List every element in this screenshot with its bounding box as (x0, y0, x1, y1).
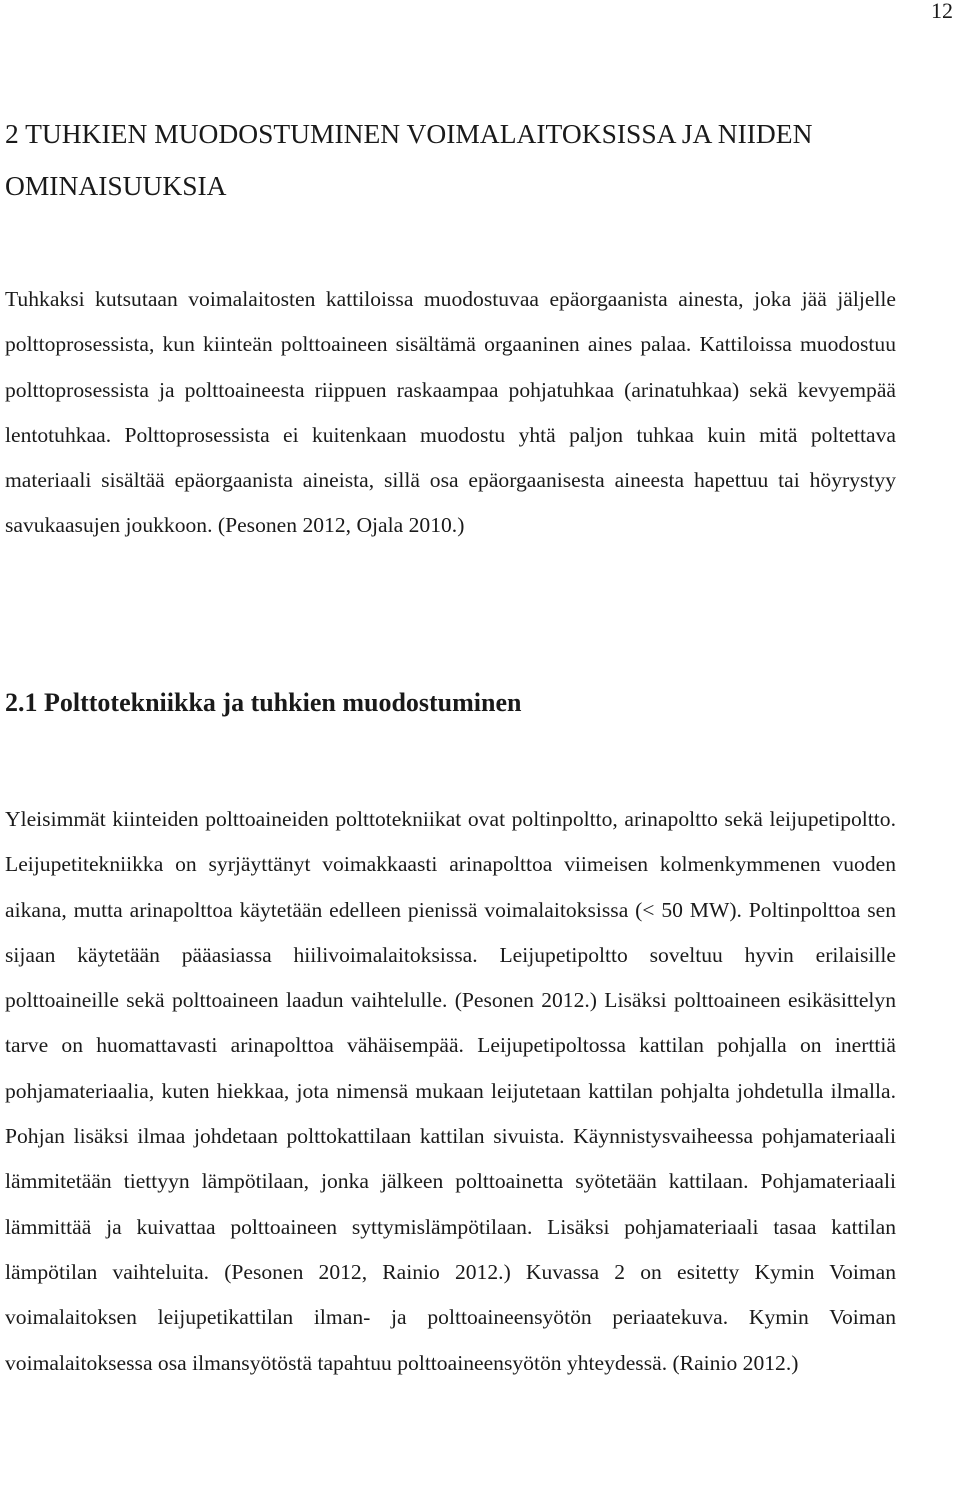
section-title: 2.1 Polttotekniikka ja tuhkien muodostuminen (5, 688, 522, 717)
chapter-title: 2 TUHKIEN MUODOSTUMINEN VOIMALAITOKSISSA JA NIIDEN OMINAISUUKSIA (5, 118, 813, 201)
intro-paragraph: Tuhkaksi kutsutaan voimalaitosten kattiloissa muodostuvaa epäorgaanista ainesta, joka jää jäljelle polttoprosessista, kun kiinteän polttoaineen sisältämä orgaaninen aines palaa. Kattiloissa muodostuu polttoprosessista ja polttoaineesta riippuen raskaampaa pohjatuhkaa (arinatuhkaa) sekä kevyempää lentotuhkaa. Polttoprosessista ei kuitenkaan muodostu yhtä paljon tuhkaa kuin mitä poltettava materiaali sisältää epäorgaanista aineista, sillä osa epäorgaanisesta aineesta hapettuu tai höyrystyy savukaasujen joukkoon. (Pesonen 2012, Ojala 2010.) (5, 287, 896, 538)
section-body-paragraph: Yleisimmät kiinteiden polttoaineiden polttotekniikat ovat poltinpoltto, arinapoltto sekä leijupetipoltto. Leijupetitekniikka on syrjäyttänyt voimakkaasti arinapolttoa viimeisen kolmenkymmenen vuoden aikana, mutta arinapolttoa käytetään edelleen pienissä voimalaitoksissa (< 50 MW). Poltinpolttoa sen sijaan käytetään pääasiassa hiilivoimalaitoksissa. Leijupetipoltto soveltuu hyvin erilaisille polttoaineille sekä polttoaineen laadun vaihtelulle. (Pesonen 2012.) Lisäksi polttoaineen esikäsittelyn tarve on huomattavasti arinapolttoa vähäisempää. Leijupetipoltossa kattilan pohjalla on inerttiä pohjamateriaalia, kuten hiekkaa, jota nimensä mukaan leijutetaan kattilan pohjalta johdetulla ilmalla. Pohjan lisäksi ilmaa johdetaan polttokattilaan kattilan sivuista. Käynnistysvaiheessa pohjamateriaali lämmitetään tiettyyn lämpötilaan, jonka jälkeen polttoainetta syötetään kattilaan. Pohjamateriaali lämmittää ja kuivattaa polttoaineen syttymislämpötilaan. Lisäksi pohjamateriaali tasaa kattilan lämpötilan vaihteluita. (Pesonen 2012, Rainio 2012.) Kuvassa 2 on esitetty Kymin Voiman voimalaitoksen leijupetikattilan ilman- ja polttoaineensyötön periaatekuva. Kymin Voiman voimalaitoksessa osa ilmansyötöstä tapahtuu polttoaineensyötön yhteydessä. (Rainio 2012.) (5, 807, 896, 1375)
page-number: 12 (931, 0, 953, 23)
